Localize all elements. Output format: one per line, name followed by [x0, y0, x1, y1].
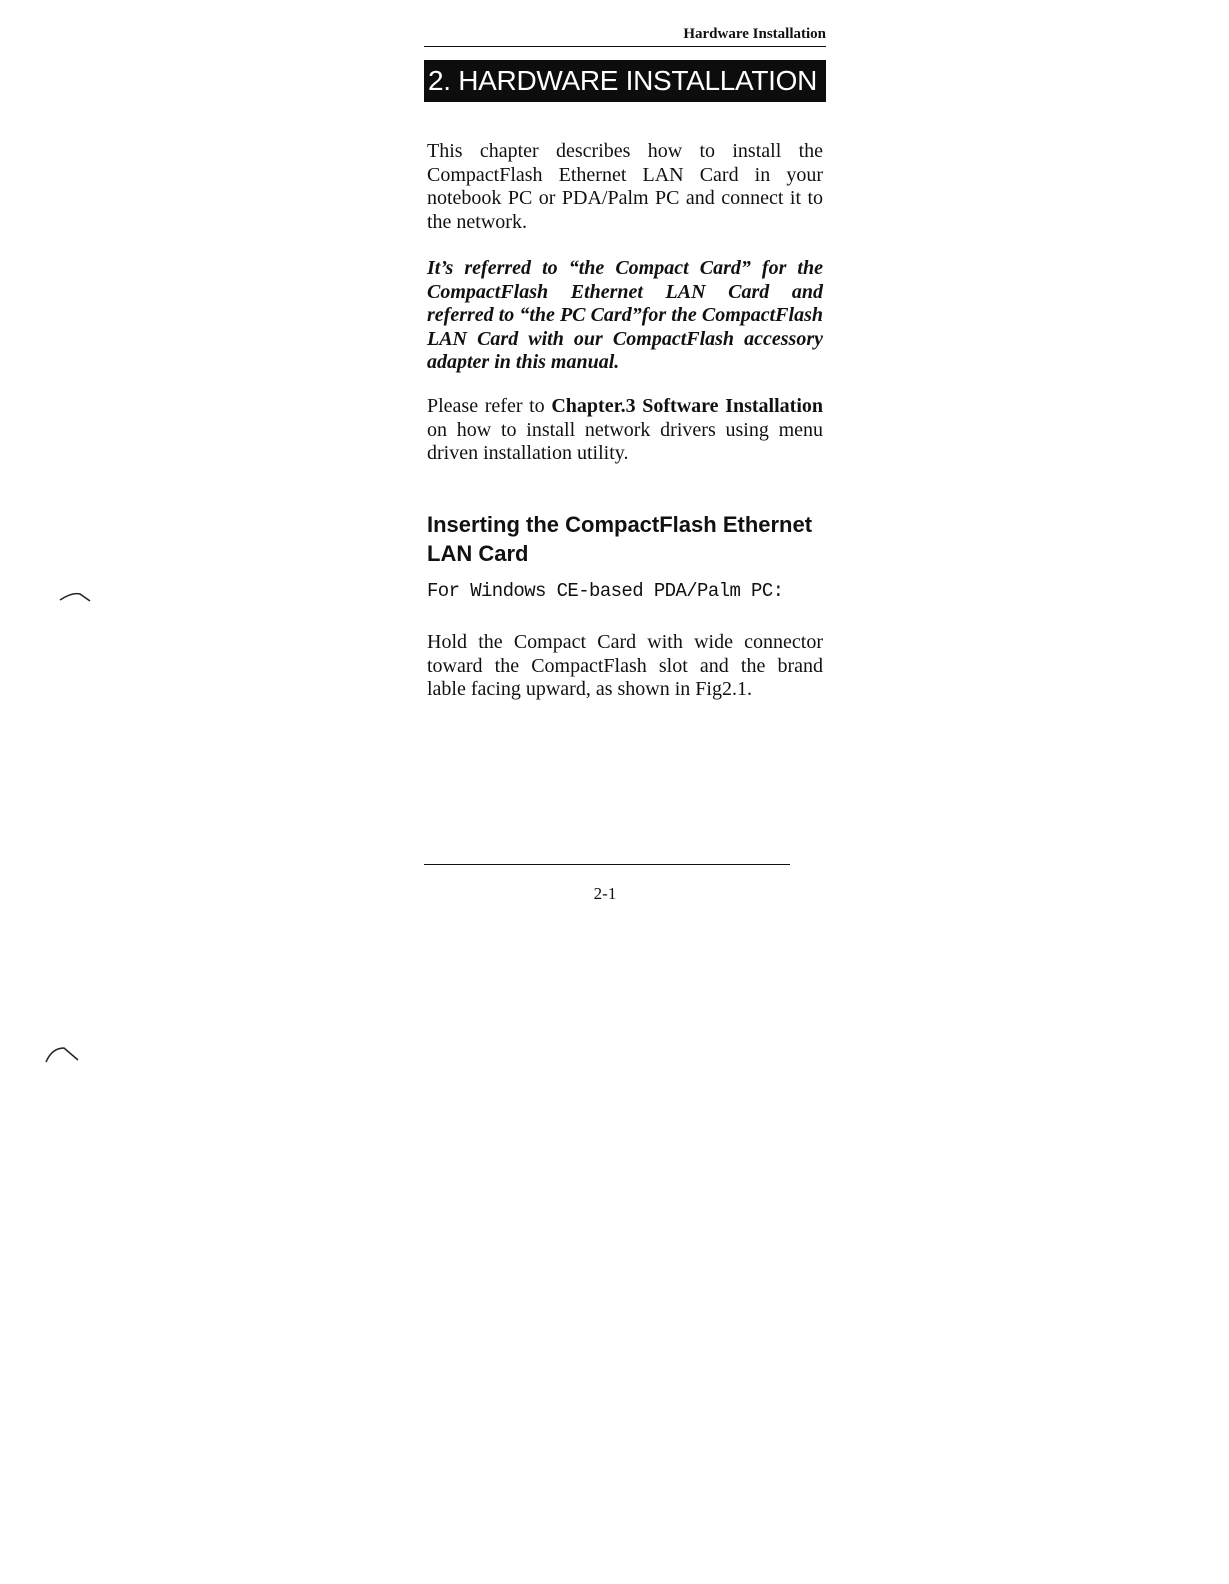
running-header: Hardware Installation — [424, 26, 826, 47]
platform-line: For Windows CE-based PDA/Palm PC: — [427, 580, 784, 602]
refer-prefix: Please refer to — [427, 395, 552, 417]
binding-mark-top — [58, 590, 92, 604]
page-number: 2-1 — [593, 884, 617, 903]
refer-suffix: on how to install network drivers using menu driven installation utility. — [427, 418, 823, 464]
refer-paragraph — [427, 395, 823, 466]
chapter-title: 2. HARDWARE INSTALLATION — [424, 60, 826, 102]
instruction-paragraph: Hold the Compact Card with wide connector toward the CompactFlash slot and the brand lable facing upward, as shown in Fig2.1. — [427, 631, 823, 700]
binding-mark-bottom — [44, 1042, 80, 1066]
chapter-reference: Chapter.3 Software Installation — [551, 395, 823, 417]
section-heading: Inserting the CompactFlash Ethernet LAN Card — [427, 512, 813, 566]
footer-rule — [424, 864, 790, 865]
intro-paragraph: This chapter describes how to install the CompactFlash Ethernet LAN Card in your notebook PC or PDA/Palm PC and connect it to the network. — [427, 140, 823, 233]
note-paragraph: It’s referred to “the Compact Card” for the CompactFlash Ethernet LAN Card and referred to “the PC Card”for the CompactFlash LAN Card with our CompactFlash accessory adapter in this manual. — [427, 257, 823, 373]
